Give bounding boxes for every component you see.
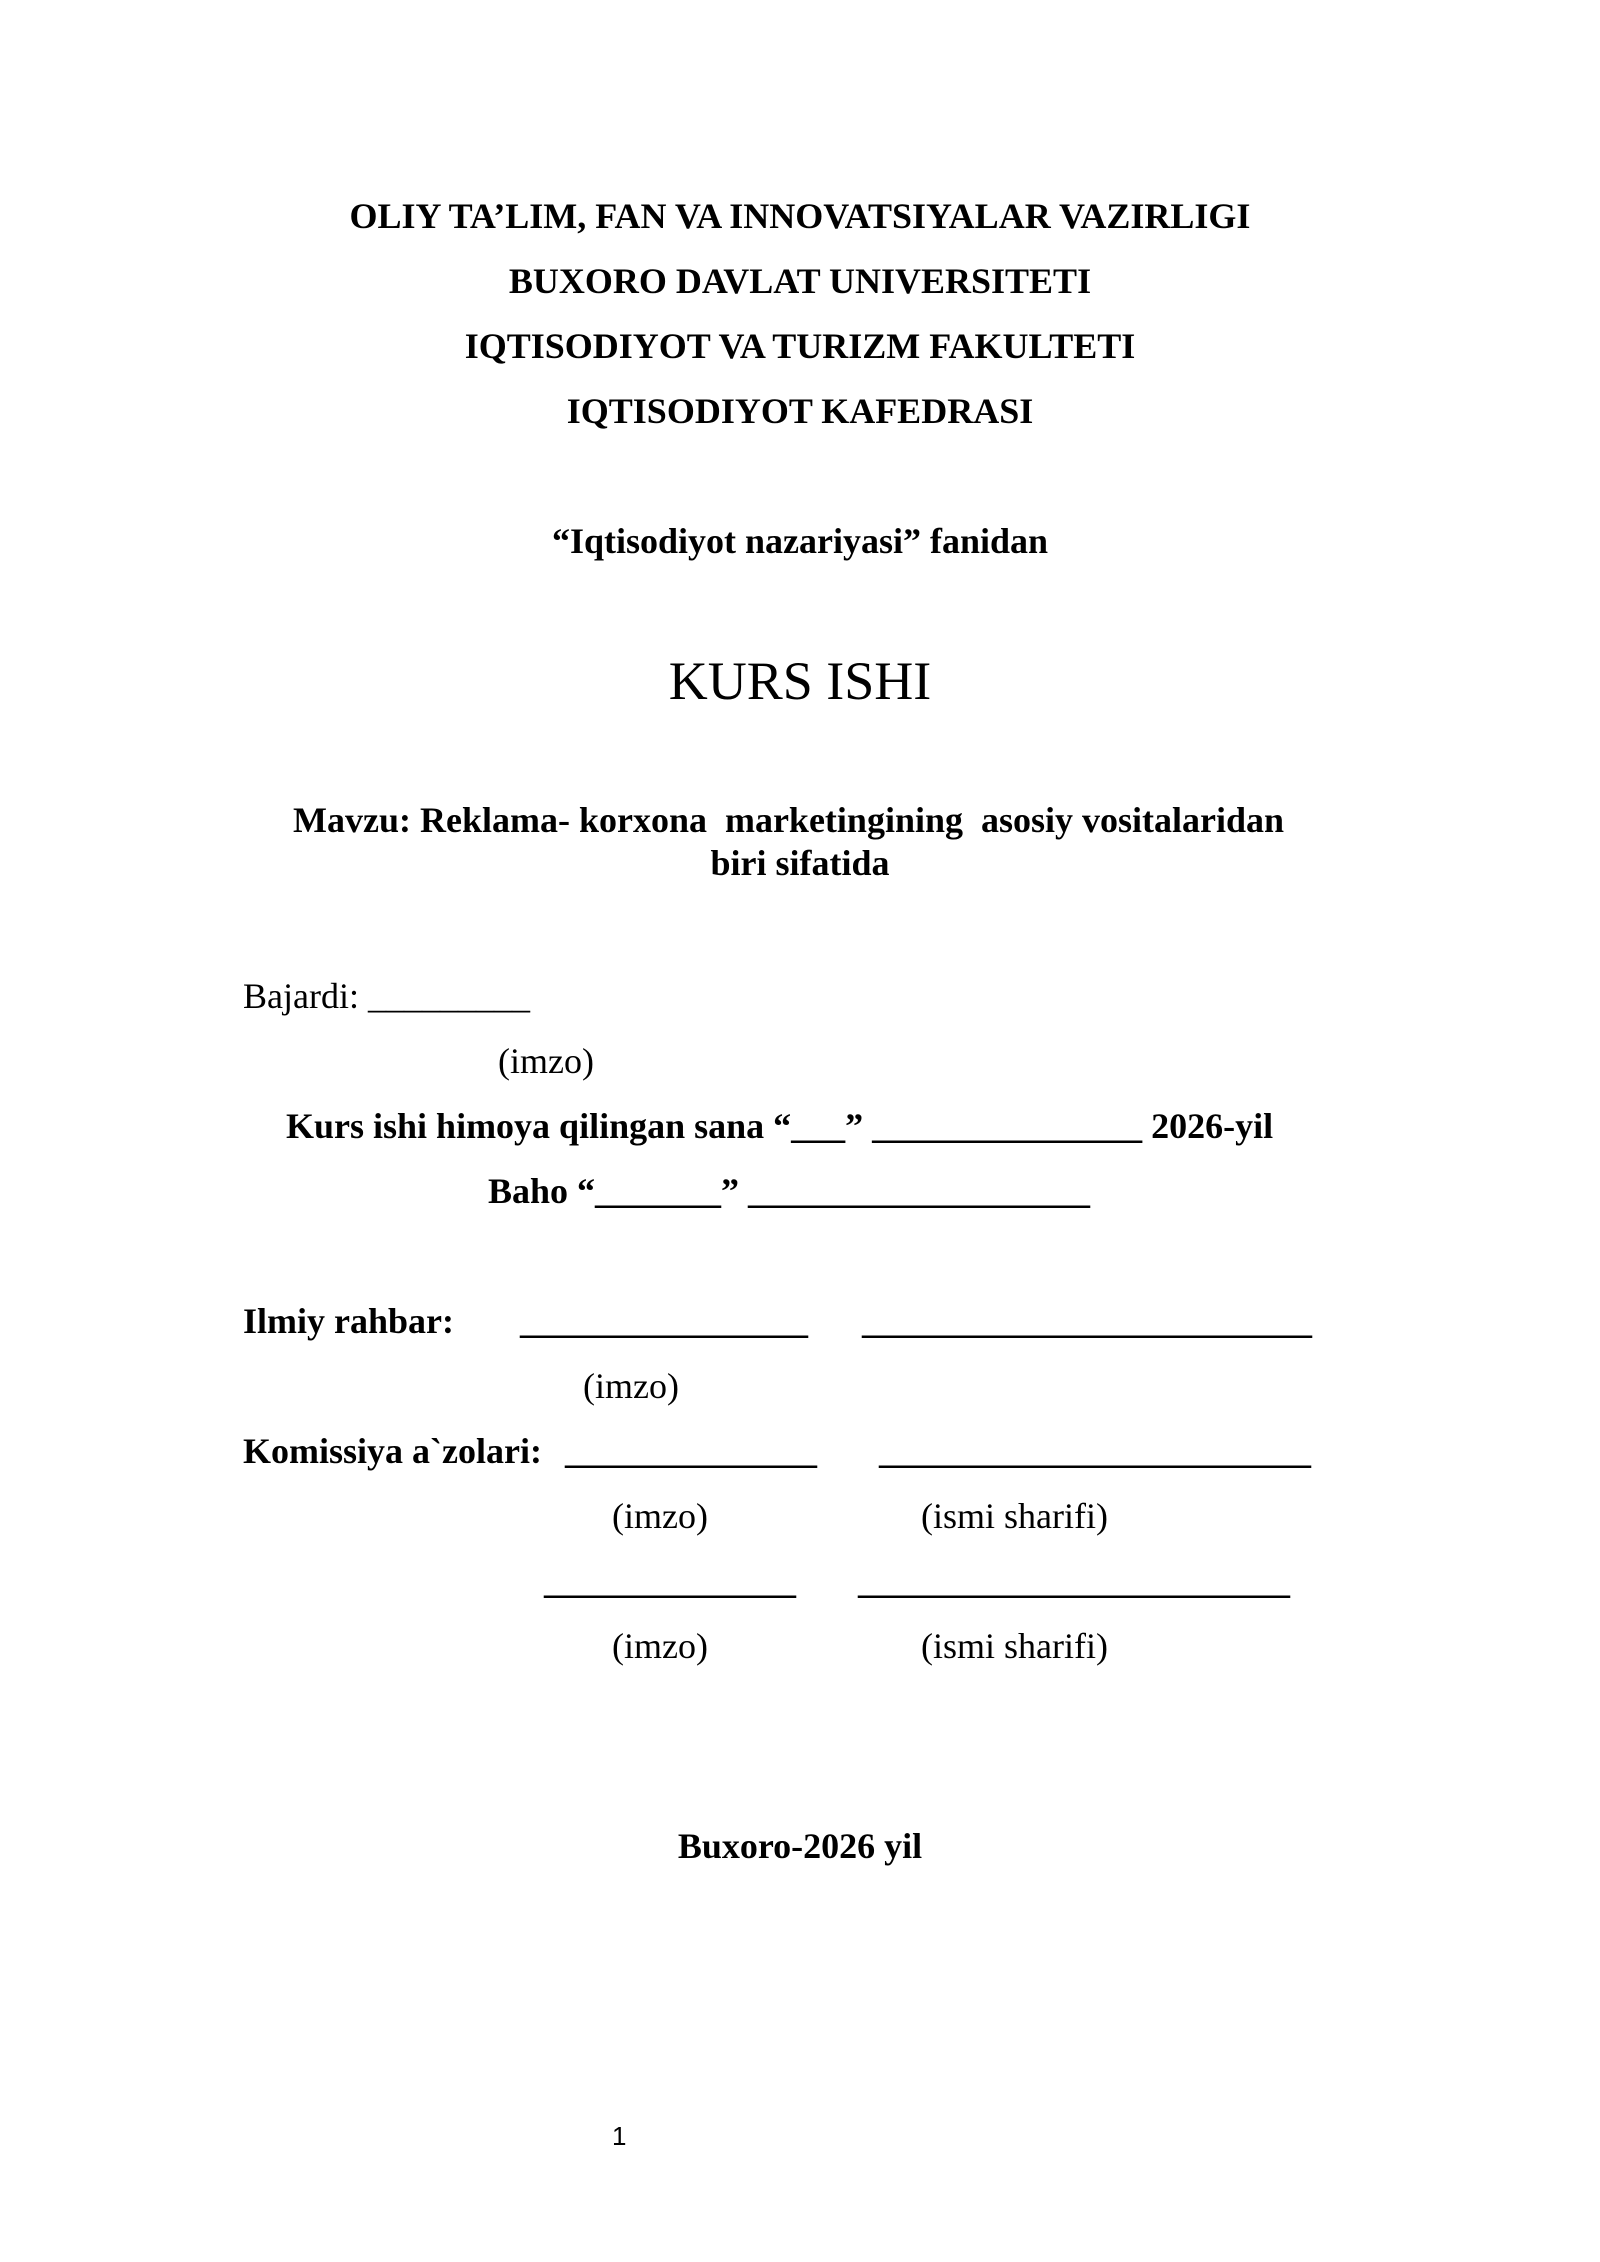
commission-name-blank-1: ________________________	[879, 1431, 1311, 1471]
university-heading: BUXORO DAVLAT UNIVERSITETI	[508, 261, 1092, 301]
commission-signature-hint-2: (imzo)	[612, 1626, 708, 1666]
supervisor-signature-blank: ________________	[520, 1301, 808, 1341]
subject-line: “Iqtisodiyot nazariyasi” fanidan	[551, 521, 1049, 561]
grade-line: Baho “_______” ___________________	[488, 1171, 1091, 1211]
commission-label: Komissiya a`zolari:	[243, 1431, 542, 1471]
topic-line-2: biri sifatida	[710, 843, 890, 883]
supervisor-label: Ilmiy rahbar:	[243, 1301, 454, 1341]
page-number: 1	[612, 2121, 627, 2151]
commission-name-hint-1: (ismi sharifi)	[921, 1496, 1108, 1536]
topic-line-1: Mavzu: Reklama- korxona marketingining asosiy vositalaridan	[293, 800, 1285, 840]
city-year-footer: Buxoro-2026 yil	[677, 1826, 923, 1866]
performed-signature-hint: (imzo)	[498, 1041, 594, 1081]
commission-name-hint-2: (ismi sharifi)	[921, 1626, 1108, 1666]
faculty-heading: IQTISODIYOT VA TURIZM FAKULTETI	[464, 326, 1136, 366]
document-type-title: KURS ISHI	[668, 651, 932, 711]
commission-signature-blank-2: ______________	[544, 1561, 796, 1601]
performed-by-field: Bajardi: _________	[243, 976, 530, 1016]
defense-date-line: Kurs ishi himoya qilingan sana “___” _______________ 2026-yil	[286, 1106, 1274, 1146]
commission-name-blank-2: ________________________	[858, 1561, 1290, 1601]
commission-signature-blank-1: ______________	[565, 1431, 817, 1471]
commission-signature-hint-1: (imzo)	[612, 1496, 708, 1536]
supervisor-signature-hint: (imzo)	[583, 1366, 679, 1406]
department-heading: IQTISODIYOT KAFEDRASI	[566, 391, 1034, 431]
ministry-heading: OLIY TA’LIM, FAN VA INNOVATSIYALAR VAZIRLIGI	[349, 196, 1251, 236]
supervisor-name-blank: _________________________	[862, 1301, 1312, 1341]
